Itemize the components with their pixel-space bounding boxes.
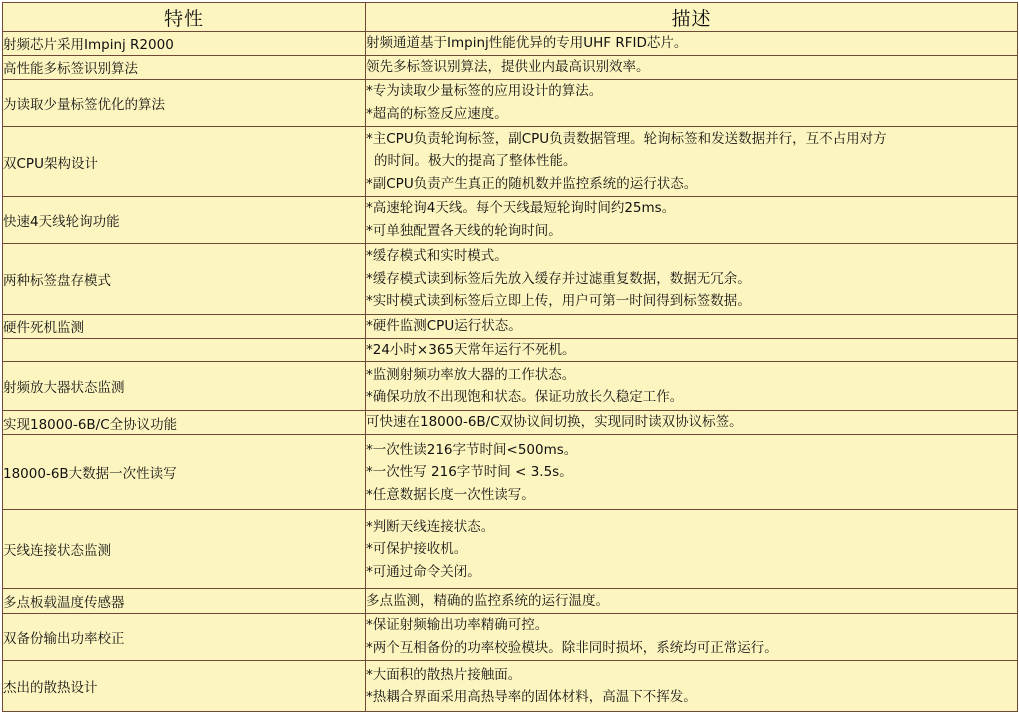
description-line: *两个互相备份的功率校验模块。除非同时损坏，系统均可正常运行。 [366, 639, 778, 656]
table-row [3, 243, 1018, 314]
description-column-header: 描述 [366, 3, 1018, 32]
feature-table [2, 2, 1018, 712]
feature-cell: 射频芯片采用Impinj R2000 [3, 32, 366, 56]
feature-cell: 18000-6B大数据一次性读写 [3, 435, 366, 510]
description-line: *可单独配置各天线的轮询时间。 [366, 222, 562, 239]
table-row [3, 435, 1018, 510]
description-cell [366, 661, 1018, 712]
feature-cell [3, 338, 366, 362]
table-row [3, 197, 1018, 244]
description-cell [366, 510, 1018, 589]
feature-cell: 多点板载温度传感器 [3, 589, 366, 613]
feature-column-header: 特性 [3, 3, 366, 32]
description-cell [366, 55, 1018, 79]
table-row [3, 79, 1018, 127]
description-cell [366, 362, 1018, 411]
description-line: 的时间。极大的提高了整体性能。 [374, 153, 577, 170]
table-row [3, 510, 1018, 589]
description-line: *可保护接收机。 [366, 541, 468, 558]
feature-cell: 硬件死机监测 [3, 314, 366, 338]
description-line: *可通过命令关闭。 [366, 563, 481, 580]
description-line: *缓存模式读到标签后先放入缓存并过滤重复数据，数据无冗余。 [366, 270, 751, 287]
description-cell [366, 338, 1018, 362]
table-row [3, 589, 1018, 613]
description-line: *监测射频功率放大器的工作状态。 [366, 366, 576, 383]
description-line: *主CPU负责轮询标签，副CPU负责数据管理。轮询标签和发送数据并行，互不占用对方 [366, 130, 887, 147]
table-row [3, 661, 1018, 712]
description-cell [366, 435, 1018, 510]
table-row [3, 55, 1018, 79]
description-line: *硬件监测CPU运行状态。 [366, 317, 522, 334]
description-cell [366, 127, 1018, 197]
table-row [3, 127, 1018, 197]
description-cell [366, 410, 1018, 434]
table-row [3, 362, 1018, 411]
feature-cell: 杰出的散热设计 [3, 661, 366, 712]
feature-cell: 双CPU架构设计 [3, 127, 366, 197]
feature-cell: 为读取少量标签优化的算法 [3, 79, 366, 127]
description-line: *副CPU负责产生真正的随机数并监控系统的运行状态。 [366, 175, 698, 192]
description-cell [366, 314, 1018, 338]
feature-cell: 天线连接状态监测 [3, 510, 366, 589]
feature-cell: 两种标签盘存模式 [3, 243, 366, 314]
description-line: 可快速在18000-6B/C双协议间切换，实现同时读双协议标签。 [366, 414, 743, 431]
description-line: *超高的标签反应速度。 [366, 105, 508, 122]
description-cell [366, 243, 1018, 314]
description-line: *一次性读216字节时间<500ms。 [366, 441, 578, 458]
table-row [3, 613, 1018, 661]
feature-cell: 双备份输出功率校正 [3, 613, 366, 661]
description-line: *保证射频输出功率精确可控。 [366, 617, 549, 634]
description-line: 领先多标签识别算法，提供业内最高识别效率。 [366, 58, 650, 75]
description-line: *缓存模式和实时模式。 [366, 248, 508, 264]
description-cell [366, 32, 1018, 56]
description-cell [366, 589, 1018, 613]
description-line: *确保功放不出现饱和状态。保证功放长久稳定工作。 [366, 389, 684, 406]
feature-cell: 射频放大器状态监测 [3, 362, 366, 411]
table-row [3, 410, 1018, 434]
description-line: 射频通道基于Impinj性能优异的专用UHF RFID芯片。 [366, 35, 688, 52]
description-line: *热耦合界面采用高热导率的固体材料，高温下不挥发。 [366, 689, 697, 706]
description-line: 多点监测，精确的监控系统的运行温度。 [366, 592, 609, 609]
description-line: *专为读取少量标签的应用设计的算法。 [366, 83, 603, 100]
description-cell [366, 79, 1018, 127]
table-row [3, 32, 1018, 56]
description-line: *任意数据长度一次性读写。 [366, 486, 535, 503]
description-cell [366, 613, 1018, 661]
description-line: *实时模式读到标签后立即上传，用户可第一时间得到标签数据。 [366, 293, 751, 309]
description-line: *24小时×365天常年运行不死机。 [366, 341, 576, 358]
feature-cell: 快速4天线轮询功能 [3, 197, 366, 244]
table-header-row [3, 3, 1018, 32]
feature-cell: 高性能多标签识别算法 [3, 55, 366, 79]
description-line: *判断天线连接状态。 [366, 518, 495, 535]
description-line: *一次性写 216字节时间 < 3.5s。 [366, 464, 573, 481]
feature-cell: 实现18000-6B/C全协议功能 [3, 410, 366, 434]
description-cell [366, 197, 1018, 244]
table-row [3, 314, 1018, 338]
table-row [3, 338, 1018, 362]
description-line: *高速轮询4天线。每个天线最短轮询时间约25ms。 [366, 200, 676, 217]
description-line: *大面积的散热片接触面。 [366, 666, 522, 683]
